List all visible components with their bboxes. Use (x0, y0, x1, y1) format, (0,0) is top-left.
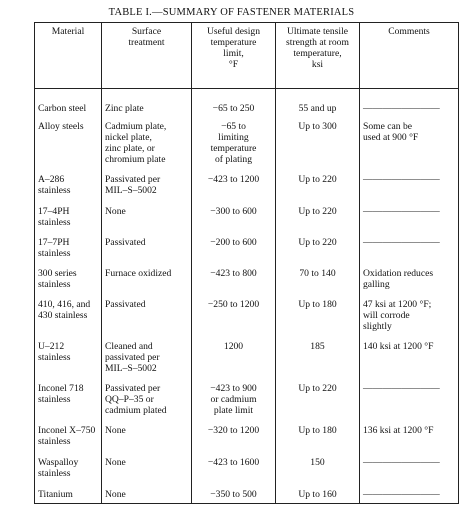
cell-comments: Some can be used at 900 °F (360, 114, 459, 165)
cell-material: 17–4PH stainless (35, 196, 102, 228)
column-header-comments: Comments (360, 23, 459, 89)
cell-comments: ———————— (360, 165, 459, 196)
table-row (35, 290, 459, 332)
cell-comments: 140 ksi at 1200 °F (360, 332, 459, 374)
cell-temperature-limit: −65 to 250 (192, 89, 276, 115)
cell-surface-treatment: None (102, 479, 192, 504)
table-row (35, 416, 459, 447)
cell-tensile-strength: Up to 160 (276, 479, 360, 504)
cell-comments: Oxidation reduces galling (360, 259, 459, 290)
table-row (35, 374, 459, 416)
cell-surface-treatment: Cleaned and passivated per MIL–S–5002 (102, 332, 192, 374)
cell-surface-treatment: None (102, 196, 192, 228)
column-header-material: Material (35, 23, 102, 89)
column-header-tensile-strength: Ultimate tensile strength at room temperature, ksi (276, 23, 360, 89)
header-row (35, 23, 459, 89)
table-row (35, 89, 459, 115)
cell-tensile-strength: Up to 220 (276, 196, 360, 228)
cell-material: Alloy steels (35, 114, 102, 165)
cell-temperature-limit: −65 to limiting temperature of plating (192, 114, 276, 165)
cell-surface-treatment: None (102, 416, 192, 447)
cell-comments: ———————— (360, 479, 459, 504)
cell-comments: ———————— (360, 374, 459, 416)
cell-tensile-strength: 55 and up (276, 89, 360, 115)
cell-tensile-strength: Up to 300 (276, 114, 360, 165)
cell-tensile-strength: 150 (276, 447, 360, 479)
column-header-temperature-limit: Useful design temperature limit, °F (192, 23, 276, 89)
cell-temperature-limit: −423 to 800 (192, 259, 276, 290)
cell-comments: ———————— (360, 196, 459, 228)
table-row (35, 332, 459, 374)
table-row (35, 165, 459, 196)
cell-comments: ———————— (360, 228, 459, 259)
cell-tensile-strength: Up to 180 (276, 290, 360, 332)
column-header-surface-treatment: Surface treatment (102, 23, 192, 89)
table-row (35, 479, 459, 504)
cell-surface-treatment: Passivated (102, 228, 192, 259)
cell-tensile-strength: 185 (276, 332, 360, 374)
table-row (35, 114, 459, 165)
table-row (35, 447, 459, 479)
cell-material: Waspalloy stainless (35, 447, 102, 479)
cell-temperature-limit: −300 to 600 (192, 196, 276, 228)
cell-material: Carbon steel (35, 89, 102, 115)
cell-tensile-strength: Up to 220 (276, 228, 360, 259)
cell-comments: 47 ksi at 1200 °F; will corrode slightly (360, 290, 459, 332)
cell-surface-treatment: Passivated (102, 290, 192, 332)
cell-material: 410, 416, and 430 stainless (35, 290, 102, 332)
fastener-materials-table (34, 22, 459, 504)
cell-temperature-limit: −250 to 1200 (192, 290, 276, 332)
cell-comments: 136 ksi at 1200 °F (360, 416, 459, 447)
cell-temperature-limit: 1200 (192, 332, 276, 374)
cell-surface-treatment: Zinc plate (102, 89, 192, 115)
cell-tensile-strength: Up to 220 (276, 374, 360, 416)
cell-temperature-limit: −320 to 1200 (192, 416, 276, 447)
cell-tensile-strength: 70 to 140 (276, 259, 360, 290)
cell-temperature-limit: −423 to 900 or cadmium plate limit (192, 374, 276, 416)
table-row (35, 196, 459, 228)
cell-material: 300 series stainless (35, 259, 102, 290)
cell-temperature-limit: −423 to 1600 (192, 447, 276, 479)
cell-material: Inconel 718 stainless (35, 374, 102, 416)
cell-material: 17–7PH stainless (35, 228, 102, 259)
cell-surface-treatment: Passivated per QQ–P–35 or cadmium plated (102, 374, 192, 416)
cell-material: U–212 stainless (35, 332, 102, 374)
table-row (35, 228, 459, 259)
cell-temperature-limit: −350 to 500 (192, 479, 276, 504)
cell-material: A–286 stainless (35, 165, 102, 196)
cell-comments: ———————— (360, 447, 459, 479)
cell-surface-treatment: Furnace oxidized (102, 259, 192, 290)
cell-surface-treatment: Cadmium plate, nickel plate, zinc plate, or chromium plate (102, 114, 192, 165)
cell-surface-treatment: Passivated per MIL–S–5002 (102, 165, 192, 196)
cell-temperature-limit: −200 to 600 (192, 228, 276, 259)
cell-tensile-strength: Up to 180 (276, 416, 360, 447)
cell-material: Titanium (35, 479, 102, 504)
cell-tensile-strength: Up to 220 (276, 165, 360, 196)
table-body (35, 89, 459, 504)
cell-surface-treatment: None (102, 447, 192, 479)
cell-temperature-limit: −423 to 1200 (192, 165, 276, 196)
cell-comments: ———————— (360, 89, 459, 115)
cell-material: Inconel X–750 stainless (35, 416, 102, 447)
table-title: TABLE I.—SUMMARY OF FASTENER MATERIALS (108, 7, 355, 18)
table-row (35, 259, 459, 290)
